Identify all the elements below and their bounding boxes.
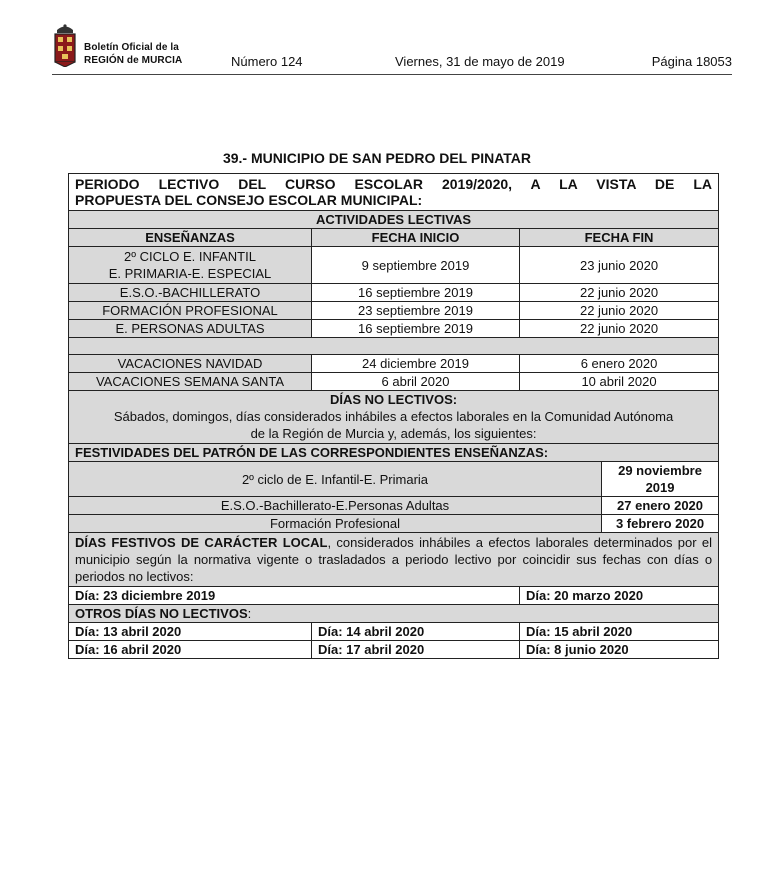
festividad-name: E.S.O.-Bachillerato-E.Personas Adultas [69, 497, 602, 515]
festivos-locales-body: , considerados inhábiles a efectos laborales determinados por el municipio según la normativa vigente o trasladados a periodo lectivo por coincidir sus fechas con días o periodos no lectivos: [75, 535, 713, 584]
otros-heading-row [69, 605, 719, 623]
table-row [69, 284, 719, 302]
intro-text [69, 174, 719, 211]
ensenanza-name: E.S.O.-BACHILLERATO [69, 284, 312, 302]
festividad-date: 29 noviembre 2019 [602, 462, 719, 497]
table-row [69, 302, 719, 320]
festividades-heading: FESTIVIDADES DEL PATRÓN DE LAS CORRESPONDIENTES ENSEÑANZAS: [69, 444, 719, 462]
table-row [69, 373, 719, 391]
otros-heading-cell [69, 605, 719, 623]
header-rule [52, 74, 732, 75]
actividades-heading: ACTIVIDADES LECTIVAS [69, 211, 719, 229]
intro-line-1: PERIODO LECTIVO DEL CURSO ESCOLAR 2019/2020, A LA VISTA DE LA [75, 176, 713, 192]
fecha-fin: 23 junio 2020 [520, 247, 719, 284]
table-row [69, 355, 719, 373]
vacaciones-name: VACACIONES NAVIDAD [69, 355, 312, 373]
no-lectivos-text-line1: Sábados, domingos, días considerados inhábiles a efectos laborales en la Comunidad Autónoma [113, 409, 674, 424]
otros-heading-colon: : [247, 606, 252, 621]
col-header-ensenanzas: ENSEÑANZAS [69, 229, 312, 247]
otro-dia: Día: 16 abril 2020 [69, 641, 312, 659]
fecha-fin: 22 junio 2020 [520, 320, 719, 338]
murcia-crest-logo [53, 24, 77, 67]
ensenanza-name-line2: E. PRIMARIA-E. ESPECIAL [108, 266, 272, 281]
ensenanza-name-line1: 2º CICLO E. INFANTIL [124, 249, 256, 264]
vacaciones-end: 10 abril 2020 [520, 373, 719, 391]
fecha-inicio: 9 septiembre 2019 [312, 247, 520, 284]
otro-dia-text: Día: 13 abril 2020 [75, 624, 182, 639]
spacer-cell [69, 338, 719, 355]
spacer-row [69, 338, 719, 355]
calendar-document [68, 173, 718, 659]
vacaciones-end: 6 enero 2020 [520, 355, 719, 373]
column-header-row [69, 229, 719, 247]
ensenanza-name: E. PERSONAS ADULTAS [69, 320, 312, 338]
col-header-fecha-inicio: FECHA INICIO [312, 229, 520, 247]
intro-line-2: PROPUESTA DEL CONSEJO ESCOLAR MUNICIPAL: [75, 192, 423, 208]
festivo-local-day: Día: 20 marzo 2020 [520, 587, 719, 605]
table-row [69, 641, 719, 659]
festivos-locales-row [69, 533, 719, 587]
festividad-name: Formación Profesional [69, 515, 602, 533]
festividad-date: 27 enero 2020 [602, 497, 719, 515]
otro-dia: Día: 17 abril 2020 [312, 641, 520, 659]
otros-heading: OTROS DÍAS NO LECTIVOS [75, 606, 248, 621]
no-lectivos-heading: DÍAS NO LECTIVOS: [329, 392, 458, 407]
issue-number: Número 124 [231, 54, 303, 69]
fecha-inicio: 23 septiembre 2019 [312, 302, 520, 320]
issue-date: Viernes, 31 de mayo de 2019 [395, 54, 565, 69]
otro-dia [69, 623, 312, 641]
festividad-name: 2º ciclo de E. Infantil-E. Primaria [69, 462, 602, 497]
fecha-inicio: 16 septiembre 2019 [312, 320, 520, 338]
ensenanza-name [69, 247, 312, 284]
fecha-inicio: 16 septiembre 2019 [312, 284, 520, 302]
no-lectivos-text-line2: de la Región de Murcia y, además, los siguientes: [250, 426, 537, 441]
fecha-fin: 22 junio 2020 [520, 284, 719, 302]
publication-name [84, 41, 182, 67]
section-title: 39.- MUNICIPIO DE SAN PEDRO DEL PINATAR [222, 150, 532, 166]
no-lectivos-row [69, 391, 719, 444]
fecha-fin: 22 junio 2020 [520, 302, 719, 320]
table-row [69, 497, 719, 515]
publication-name-line2: REGIÓN de MURCIA [84, 55, 183, 66]
table-row [69, 623, 719, 641]
vacaciones-start: 6 abril 2020 [312, 373, 520, 391]
col-header-fecha-fin: FECHA FIN [520, 229, 719, 247]
actividades-heading-row [69, 211, 719, 229]
intro-row [69, 174, 719, 211]
table-row [69, 462, 719, 497]
publication-name-line1: Boletín Oficial de la [84, 42, 179, 53]
no-lectivos-block [69, 391, 719, 444]
table-row [69, 247, 719, 284]
festivos-locales-heading: DÍAS FESTIVOS DE CARÁCTER LOCAL [75, 535, 328, 550]
table-row [69, 587, 719, 605]
festivos-locales-text [69, 533, 719, 587]
otro-dia: Día: 14 abril 2020 [312, 623, 520, 641]
otro-dia: Día: 15 abril 2020 [520, 623, 719, 641]
table-row [69, 515, 719, 533]
otro-dia: Día: 8 junio 2020 [520, 641, 719, 659]
calendar-table [68, 173, 719, 659]
festividades-heading-row [69, 444, 719, 462]
vacaciones-name: VACACIONES SEMANA SANTA [69, 373, 312, 391]
page-number: Página 18053 [651, 54, 732, 69]
table-row [69, 320, 719, 338]
ensenanza-name: FORMACIÓN PROFESIONAL [69, 302, 312, 320]
vacaciones-start: 24 diciembre 2019 [312, 355, 520, 373]
festividad-date: 3 febrero 2020 [602, 515, 719, 533]
festivo-local-day: Día: 23 diciembre 2019 [69, 587, 520, 605]
page-header [0, 0, 784, 90]
